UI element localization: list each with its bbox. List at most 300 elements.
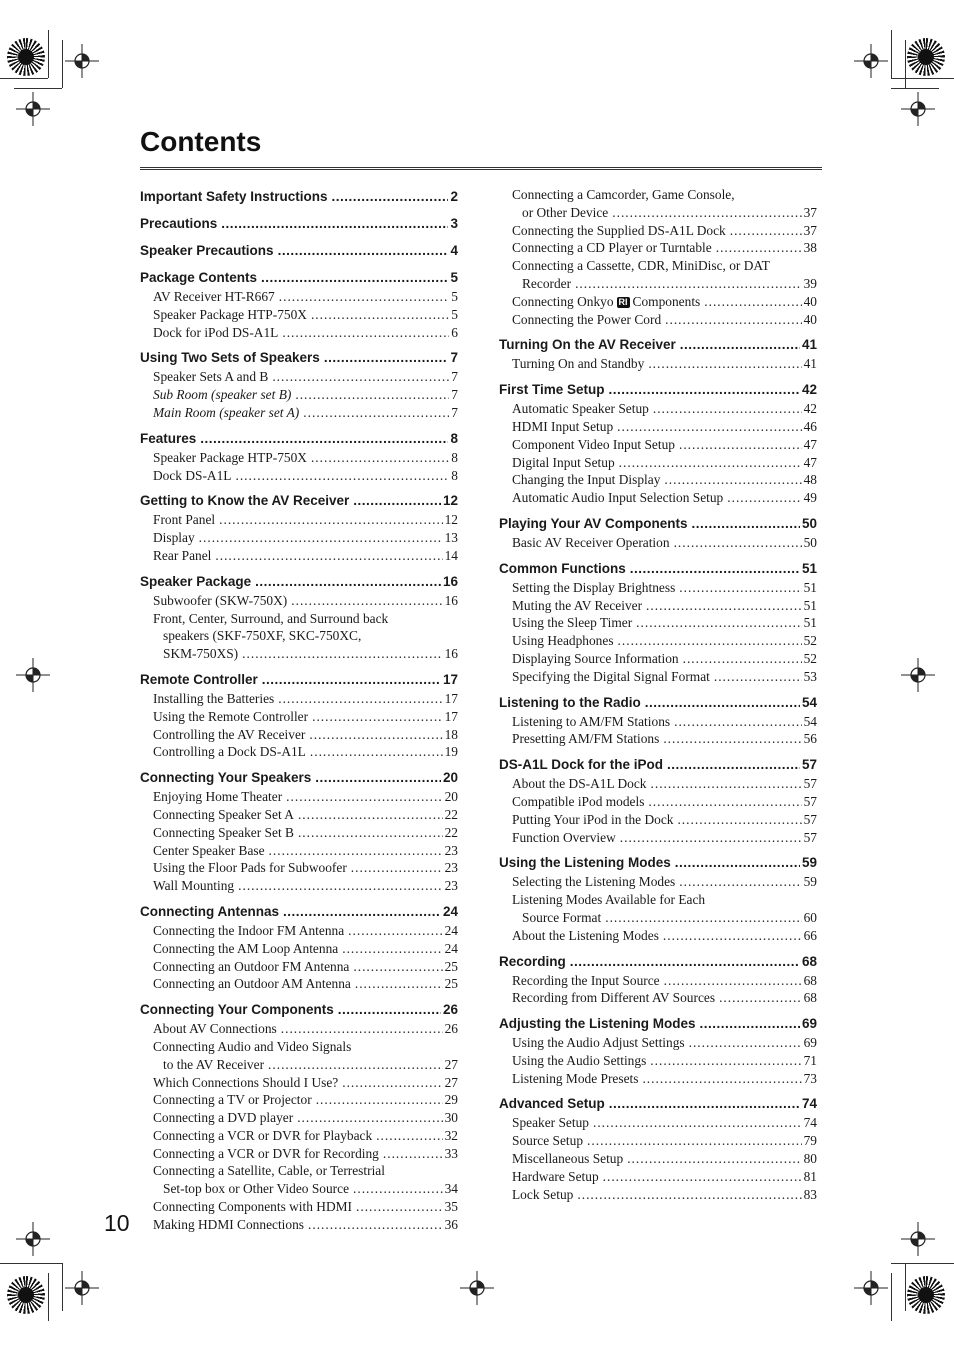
entry-page-number: 49 — [803, 490, 817, 506]
entry-title — [512, 257, 770, 275]
toc-entry[interactable] — [499, 204, 817, 222]
entry-page-number: 12 — [444, 512, 458, 528]
toc-entry[interactable] — [499, 186, 817, 204]
toc-section-heading[interactable] — [499, 513, 817, 534]
toc-entry[interactable] — [140, 1091, 458, 1109]
dot-leader — [674, 534, 802, 552]
dot-leader — [663, 927, 802, 945]
crop-mark — [62, 1263, 63, 1311]
dot-leader — [627, 1150, 801, 1168]
entry-title — [512, 891, 705, 909]
entry-title — [153, 1145, 379, 1163]
toc-entry[interactable] — [140, 940, 458, 958]
entry-text: Hardware Setup — [512, 1168, 599, 1184]
dot-leader — [636, 614, 801, 632]
toc-entry[interactable] — [140, 922, 458, 940]
dot-leader — [200, 428, 448, 449]
entry-page-number: 57 — [803, 811, 817, 827]
toc-entry[interactable] — [499, 1070, 817, 1088]
section-page-number: 17 — [442, 671, 458, 687]
entry-title — [522, 204, 608, 222]
entry-text: Using the Sleep Timer — [512, 615, 633, 631]
toc-entry[interactable] — [140, 627, 458, 645]
entry-page-number: 7 — [451, 387, 458, 403]
entry-title — [153, 743, 306, 761]
entry-title — [512, 989, 715, 1007]
dot-leader — [262, 669, 441, 690]
toc-section-heading[interactable] — [140, 347, 458, 368]
toc-entry[interactable] — [499, 597, 817, 615]
toc-entry[interactable] — [140, 1162, 458, 1180]
toc-entry[interactable] — [499, 1132, 817, 1150]
entry-title — [153, 975, 351, 993]
toc-entry[interactable] — [499, 989, 817, 1007]
toc-section-heading[interactable] — [140, 267, 458, 288]
toc-entry[interactable] — [140, 708, 458, 726]
toc-section — [140, 490, 458, 564]
entry-text: Displaying Source Information — [512, 650, 679, 666]
toc-section-heading[interactable] — [499, 1093, 817, 1114]
toc-section-heading[interactable] — [499, 379, 817, 400]
toc-entry[interactable] — [140, 726, 458, 744]
entry-page-number: 68 — [803, 990, 817, 1006]
toc-entry[interactable] — [140, 610, 458, 628]
dot-leader — [298, 806, 443, 824]
crop-mark — [891, 1273, 892, 1321]
toc-entry[interactable] — [140, 1180, 458, 1198]
toc-entry[interactable] — [499, 829, 817, 847]
entry-title — [153, 529, 195, 547]
entry-text: Setting the Display Brightness — [512, 579, 676, 595]
toc-entry[interactable] — [499, 579, 817, 597]
section-title: Using the Listening Modes — [499, 855, 671, 871]
toc-entry[interactable] — [140, 824, 458, 842]
toc-entry[interactable] — [140, 368, 458, 386]
section-title: Common Functions — [499, 560, 626, 576]
section-title: Features — [140, 430, 197, 446]
title-rule — [140, 167, 822, 170]
toc-section — [499, 379, 817, 507]
toc-entry[interactable] — [140, 743, 458, 761]
entry-title — [153, 1038, 351, 1056]
dot-leader — [282, 324, 449, 342]
toc-section-heading[interactable] — [499, 852, 817, 873]
entry-text: Connecting a TV or Projector — [153, 1092, 312, 1108]
dot-leader — [342, 940, 442, 958]
dot-leader — [312, 708, 443, 726]
entry-page-number: 30 — [444, 1110, 458, 1126]
toc-entry[interactable] — [499, 257, 817, 275]
entry-title — [153, 449, 307, 467]
entry-page-number: 73 — [803, 1070, 817, 1086]
toc-entry[interactable] — [499, 873, 817, 891]
entry-title — [512, 186, 735, 204]
toc-section-heading[interactable] — [499, 692, 817, 713]
toc-entry[interactable] — [140, 877, 458, 895]
entry-page-number: 19 — [444, 744, 458, 760]
entry-title — [153, 467, 231, 485]
dot-leader — [351, 859, 443, 877]
toc-section-heading[interactable] — [140, 213, 458, 234]
entry-page-number: 68 — [803, 972, 817, 988]
section-page-number: 4 — [450, 243, 458, 258]
dot-leader — [272, 368, 449, 386]
toc-entry[interactable] — [140, 645, 458, 663]
toc-entry[interactable] — [499, 811, 817, 829]
toc-entry[interactable] — [499, 730, 817, 748]
dot-leader — [570, 951, 800, 972]
toc-entry[interactable] — [499, 454, 817, 472]
dot-leader — [587, 1132, 802, 1150]
toc-section — [499, 334, 817, 373]
toc-entry[interactable] — [499, 222, 817, 240]
toc-entry[interactable] — [140, 1074, 458, 1092]
toc-entry[interactable] — [499, 793, 817, 811]
toc-entry[interactable] — [499, 713, 817, 731]
toc-entry[interactable] — [140, 788, 458, 806]
entry-page-number: 47 — [803, 454, 817, 470]
entry-page-number: 8 — [451, 467, 458, 483]
toc-section-heading[interactable] — [140, 767, 458, 788]
entry-title — [153, 806, 294, 824]
section-page-number: 5 — [450, 270, 458, 285]
dot-leader — [609, 1093, 800, 1114]
toc-entry[interactable] — [140, 1127, 458, 1145]
toc-entry[interactable] — [140, 975, 458, 993]
entry-text: Front Panel — [153, 512, 216, 528]
toc-right-column — [499, 186, 817, 1209]
toc-section-heading[interactable] — [499, 558, 817, 579]
toc-entry[interactable] — [140, 592, 458, 610]
dot-leader — [219, 511, 442, 529]
toc-entry[interactable] — [140, 859, 458, 877]
entry-title — [512, 1034, 685, 1052]
toc-section — [499, 754, 817, 846]
toc-entry[interactable] — [140, 1038, 458, 1056]
entry-title — [512, 1132, 583, 1150]
toc-section-heading[interactable] — [140, 901, 458, 922]
toc-entry[interactable] — [499, 909, 817, 927]
toc-section-heading[interactable] — [140, 186, 458, 207]
toc-entry[interactable] — [140, 529, 458, 547]
toc-section — [140, 669, 458, 761]
toc-section — [499, 186, 817, 328]
entry-text: Recording the Input Source — [512, 972, 660, 988]
dot-leader — [356, 1198, 443, 1216]
toc-entry[interactable] — [499, 972, 817, 990]
toc-entry[interactable] — [140, 1056, 458, 1074]
toc-section-heading[interactable] — [140, 571, 458, 592]
dot-leader — [664, 972, 802, 990]
crosshair-icon — [854, 1271, 888, 1305]
dot-leader — [316, 1091, 443, 1109]
entry-text: Source Setup — [512, 1133, 584, 1149]
dot-leader — [700, 1013, 800, 1034]
toc-entry[interactable] — [499, 400, 817, 418]
entry-title — [153, 288, 275, 306]
entry-title — [153, 940, 338, 958]
section-page-number: 20 — [442, 770, 458, 786]
dot-leader — [674, 713, 802, 731]
toc-entry[interactable] — [140, 1020, 458, 1038]
toc-section-heading[interactable] — [140, 428, 458, 449]
crop-mark — [891, 88, 939, 89]
toc-section-heading[interactable] — [499, 1013, 817, 1034]
toc-section — [499, 1093, 817, 1203]
entry-title — [153, 726, 305, 744]
dot-leader — [689, 1034, 802, 1052]
entry-text: Function Overview — [512, 829, 616, 845]
dot-leader — [593, 1114, 802, 1132]
dot-leader — [675, 852, 800, 873]
entry-text: Speaker Package HTP-750X — [153, 306, 307, 322]
crop-mark — [14, 88, 62, 89]
dot-leader — [278, 690, 442, 708]
toc-entry[interactable] — [499, 275, 817, 293]
crosshair-icon — [854, 44, 888, 78]
entry-text: Set-top box or Other Video Source — [163, 1181, 350, 1197]
toc-entry[interactable] — [499, 311, 817, 329]
toc-entry[interactable] — [140, 511, 458, 529]
entry-page-number: 33 — [444, 1145, 458, 1161]
entry-text: About the Listening Modes — [512, 927, 659, 943]
section-title: Important Safety Instructions — [140, 189, 328, 204]
entry-page-number: 53 — [803, 668, 817, 684]
entry-page-number: 40 — [803, 293, 817, 309]
entry-text: Rear Panel — [153, 547, 212, 563]
section-page-number: 57 — [801, 757, 817, 773]
entry-title — [153, 368, 268, 386]
toc-section-heading[interactable] — [140, 999, 458, 1020]
toc-entry[interactable] — [140, 842, 458, 860]
entry-title — [512, 793, 644, 811]
section-title: Package Contents — [140, 270, 258, 285]
entry-text: Turning On and Standby — [512, 356, 645, 372]
toc-section — [499, 951, 817, 1008]
section-page-number: 12 — [442, 493, 458, 509]
entry-text: Display — [153, 530, 195, 546]
dot-leader — [383, 1145, 443, 1163]
toc-section-heading[interactable] — [499, 334, 817, 355]
toc-entry[interactable] — [140, 404, 458, 422]
entry-text: Connecting Audio and Video Signals — [153, 1038, 352, 1054]
crosshair-icon — [65, 44, 99, 78]
entry-page-number: 50 — [803, 534, 817, 550]
entry-title — [163, 645, 238, 663]
toc-entry[interactable] — [499, 239, 817, 257]
section-page-number: 8 — [450, 430, 458, 446]
toc-entry[interactable] — [499, 1052, 817, 1070]
crop-mark — [905, 40, 906, 88]
toc-section-heading[interactable] — [140, 669, 458, 690]
toc-entry[interactable] — [499, 891, 817, 909]
toc-entry[interactable] — [499, 1150, 817, 1168]
entry-text: Connecting Onkyo — [512, 293, 614, 309]
entry-page-number: 25 — [444, 976, 458, 992]
toc-entry[interactable] — [499, 471, 817, 489]
dot-leader — [309, 726, 442, 744]
entry-page-number: 79 — [803, 1133, 817, 1149]
entry-title — [512, 829, 616, 847]
toc-section — [499, 1013, 817, 1087]
entry-title — [512, 668, 710, 686]
toc-entry[interactable] — [140, 288, 458, 306]
entry-text: Controlling a Dock DS-A1L — [153, 744, 306, 760]
toc-entry[interactable] — [140, 958, 458, 976]
ri-logo-icon: RI — [618, 296, 628, 307]
toc-section-heading[interactable] — [140, 240, 458, 261]
toc-section — [140, 213, 458, 234]
toc-entry[interactable] — [140, 1145, 458, 1163]
entry-text: Compatible iPod models — [512, 793, 645, 809]
toc-entry[interactable] — [140, 324, 458, 342]
toc-entry[interactable] — [499, 355, 817, 373]
entry-title — [163, 1056, 264, 1074]
toc-entry[interactable] — [499, 293, 817, 311]
toc-entry[interactable] — [499, 1034, 817, 1052]
toc-section-heading[interactable] — [140, 490, 458, 511]
dot-leader — [704, 293, 801, 311]
entry-title — [163, 627, 361, 645]
entry-text: Using the Remote Controller — [153, 708, 309, 724]
page-title: Contents — [140, 126, 262, 157]
toc-entry[interactable] — [499, 632, 817, 650]
entry-title — [512, 873, 675, 891]
section-title: Speaker Precautions — [140, 243, 274, 258]
section-page-number: 3 — [450, 216, 458, 231]
section-page-number: 51 — [801, 560, 817, 576]
entry-text: Putting Your iPod in the Dock — [512, 811, 674, 827]
toc-section-heading[interactable] — [499, 951, 817, 972]
toc-entry[interactable] — [140, 1198, 458, 1216]
dot-leader — [311, 449, 449, 467]
entry-text: to the AV Receiver — [163, 1056, 265, 1072]
toc-entry[interactable] — [140, 386, 458, 404]
entry-page-number: 54 — [803, 713, 817, 729]
entry-text: Listening Modes Available for Each — [512, 892, 706, 908]
toc-entry[interactable] — [499, 489, 817, 507]
toc-entry[interactable] — [140, 306, 458, 324]
dot-leader — [727, 489, 801, 507]
section-title: Advanced Setup — [499, 1096, 605, 1112]
page-number: 10 — [104, 1210, 130, 1236]
entry-text: Dock DS-A1L — [153, 467, 232, 483]
entry-page-number: 20 — [444, 789, 458, 805]
registration-rosette-top-right — [907, 38, 945, 76]
toc-section-heading[interactable] — [499, 754, 817, 775]
toc-entry[interactable] — [499, 418, 817, 436]
dot-leader — [645, 692, 800, 713]
toc-section — [140, 901, 458, 993]
entry-text: Connecting the AM Loop Antenna — [153, 940, 339, 956]
toc-entry[interactable] — [140, 449, 458, 467]
entry-text: Using the Audio Adjust Settings — [512, 1035, 685, 1051]
entry-page-number: 14 — [444, 547, 458, 563]
dot-leader — [577, 1186, 801, 1204]
entry-title — [512, 1150, 623, 1168]
entry-text: Presetting AM/FM Stations — [512, 731, 660, 747]
entry-text: speakers (SKF-750XF, SKC-750XC, — [163, 628, 362, 644]
entry-text: Connecting an Outdoor FM Antenna — [153, 958, 350, 974]
entry-title — [153, 708, 308, 726]
entry-page-number: 40 — [803, 311, 817, 327]
entry-title — [512, 534, 670, 552]
toc-section — [499, 513, 817, 552]
entry-page-number: 57 — [803, 829, 817, 845]
toc-entry[interactable] — [499, 534, 817, 552]
dot-leader — [679, 873, 801, 891]
toc-entry[interactable] — [140, 547, 458, 565]
entry-text: Connecting a CD Player or Turntable — [512, 240, 712, 256]
entry-text: Front, Center, Surround, and Surround back — [153, 610, 389, 626]
section-page-number: 54 — [801, 694, 817, 710]
entry-page-number: 37 — [803, 222, 817, 238]
entry-title — [153, 1127, 372, 1145]
toc-entry[interactable] — [140, 806, 458, 824]
entry-title — [522, 275, 571, 293]
toc-entry[interactable] — [140, 1109, 458, 1127]
entry-title — [153, 824, 294, 842]
toc-entry[interactable] — [140, 467, 458, 485]
entry-title — [512, 650, 679, 668]
entry-text: Connecting an Outdoor AM Antenna — [153, 976, 351, 992]
entry-text: Recording from Different AV Sources — [512, 990, 716, 1006]
entry-text: Specifying the Digital Signal Format — [512, 668, 710, 684]
section-page-number: 24 — [442, 903, 458, 919]
dot-leader — [714, 668, 802, 686]
crop-mark — [891, 30, 892, 78]
entry-title — [153, 842, 265, 860]
toc-entry[interactable] — [140, 1216, 458, 1234]
toc-entry[interactable] — [499, 614, 817, 632]
entry-title — [153, 1091, 312, 1109]
entry-page-number: 22 — [444, 824, 458, 840]
entry-page-number: 26 — [444, 1021, 458, 1037]
toc-entry[interactable] — [499, 775, 817, 793]
entry-text: Changing the Input Display — [512, 472, 661, 488]
toc-entry[interactable] — [499, 927, 817, 945]
section-title: DS-A1L Dock for the iPod — [499, 757, 664, 773]
toc-entry[interactable] — [499, 1114, 817, 1132]
toc-entry[interactable] — [499, 650, 817, 668]
section-title: Connecting Your Components — [140, 1002, 334, 1018]
toc-entry[interactable] — [499, 1186, 817, 1204]
toc-entry[interactable] — [499, 668, 817, 686]
entry-text: AV Receiver HT-R667 — [153, 289, 275, 304]
toc-entry[interactable] — [499, 1168, 817, 1186]
entry-page-number: 6 — [451, 324, 458, 340]
entry-title — [512, 927, 659, 945]
dot-leader — [630, 558, 800, 579]
dot-leader — [215, 547, 442, 565]
dot-leader — [575, 275, 802, 293]
dot-leader — [308, 1216, 443, 1234]
entry-text: Connecting a Satellite, Cable, or Terrestrial — [153, 1163, 385, 1179]
entry-text: Enjoying Home Theater — [153, 789, 283, 805]
entry-text: Connecting a VCR or DVR for Playback — [153, 1127, 373, 1143]
entry-text: Selecting the Listening Modes — [512, 874, 676, 890]
entry-page-number: 23 — [444, 878, 458, 894]
toc-section — [140, 571, 458, 663]
section-page-number: 26 — [442, 1002, 458, 1018]
entry-text: Speaker Package HTP-750X — [153, 449, 307, 465]
toc-entry[interactable] — [140, 690, 458, 708]
dot-leader — [332, 186, 449, 207]
entry-title — [512, 1052, 646, 1070]
dot-leader — [268, 1056, 443, 1074]
toc-entry[interactable] — [499, 436, 817, 454]
entry-page-number: 81 — [803, 1168, 817, 1184]
